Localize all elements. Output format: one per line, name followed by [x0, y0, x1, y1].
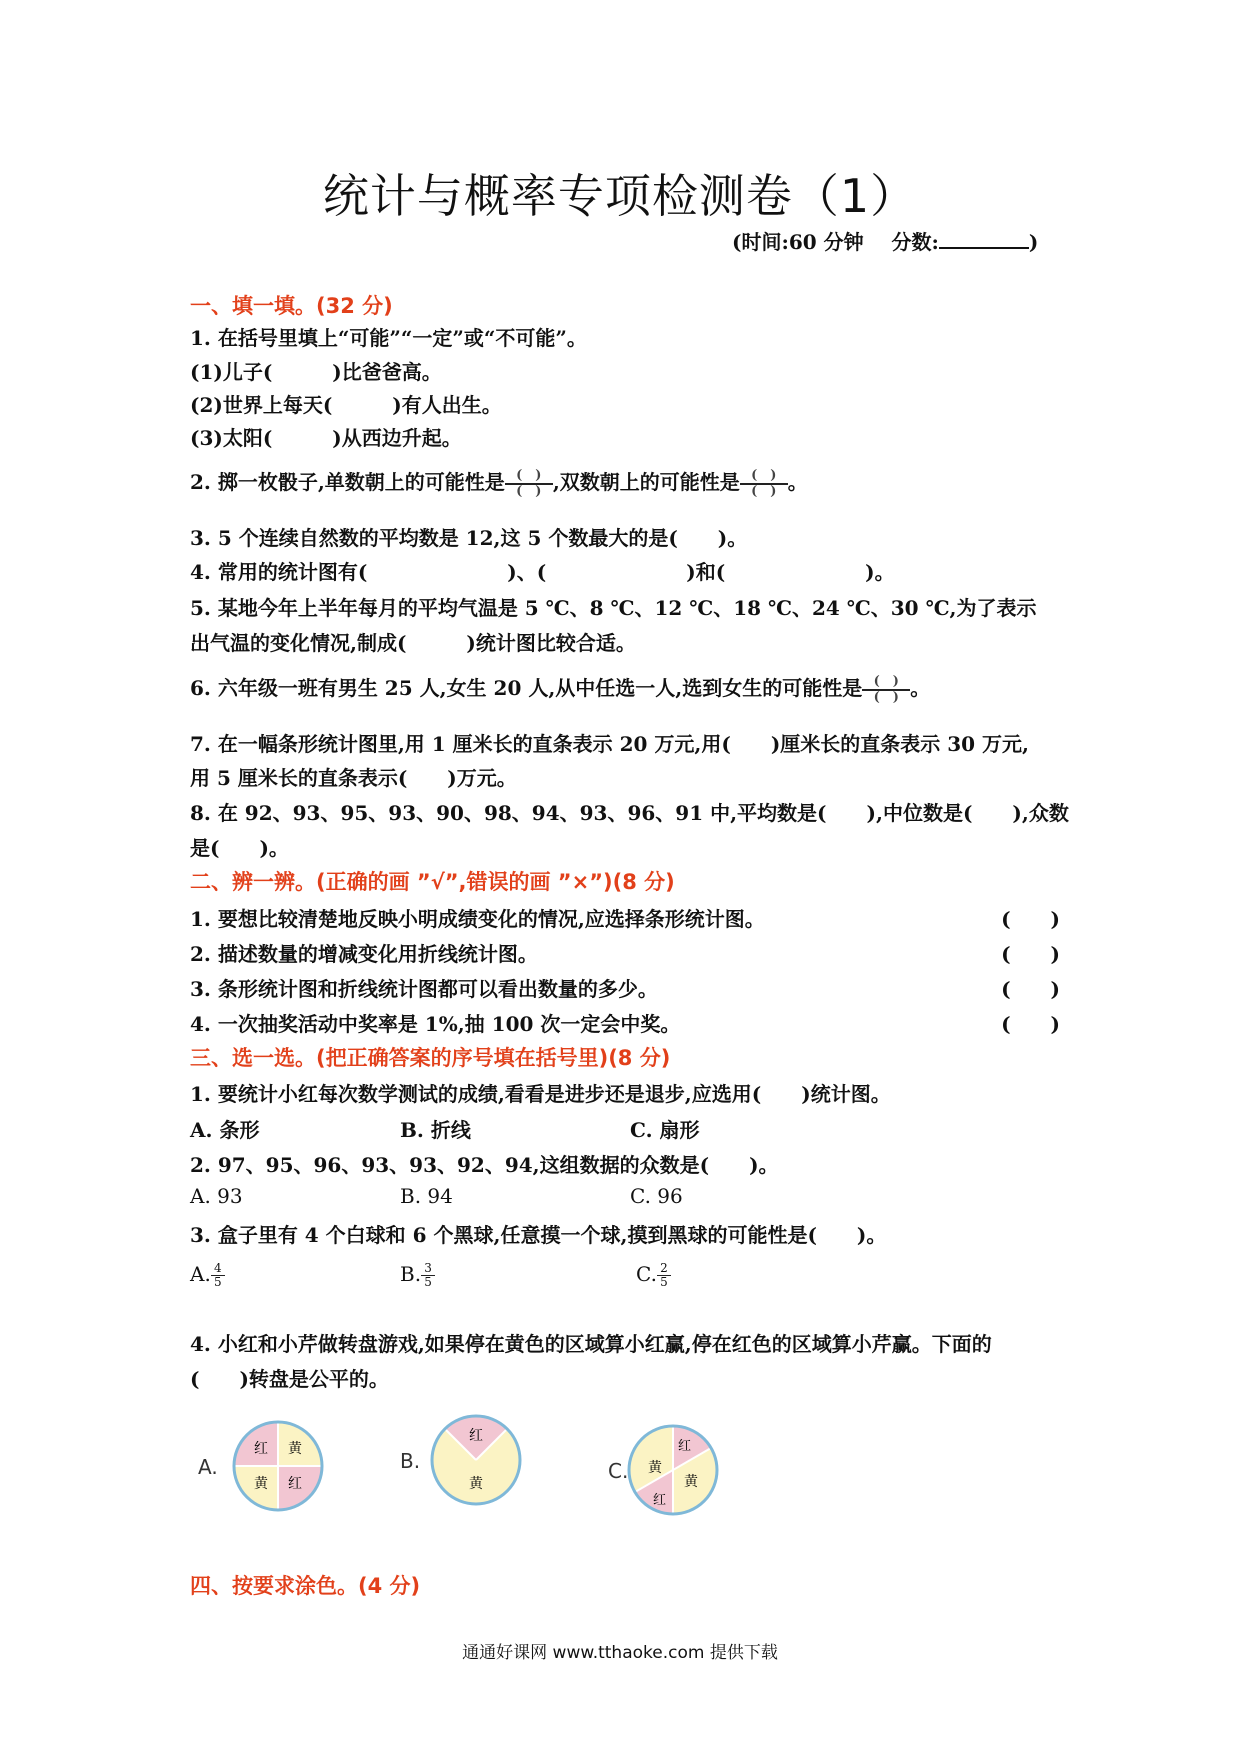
judge-q1 — [190, 903, 1060, 932]
fill-q1: 1. 在括号里填上“可能”“一定”或“不可能”。 — [190, 326, 587, 350]
fill-q6 — [190, 672, 930, 703]
spinner-a-text-red: 红 — [288, 1476, 302, 1492]
spinner-c-text-yellow: 黄 — [648, 1460, 662, 1476]
fill-q2 — [190, 466, 808, 497]
choose-q3: 3. 盒子里有 4 个白球和 6 个黑球,任意摸一个球,摸到黑球的可能性是( )。 — [190, 1223, 887, 1247]
fill-q3: 3. 5 个连续自然数的平均数是 12,这 5 个数最大的是( )。 — [190, 526, 748, 550]
fraction — [657, 1263, 671, 1288]
spinner-a-label: A. — [198, 1455, 218, 1479]
judge-q1-text: 1. 要想比较清楚地反映小明成绩变化的情况,应选择条形统计图。 — [190, 907, 765, 931]
score-label: 分数: — [891, 230, 939, 254]
choose-q2: 2. 97、95、96、93、93、92、94,这组数据的众数是( )。 — [190, 1153, 779, 1177]
fraction-denominator: 5 — [213, 1275, 222, 1289]
fill-q2-part1: 2. 掷一枚骰子,单数朝上的可能性是 — [190, 470, 505, 494]
fraction — [211, 1263, 225, 1288]
choose-q1-option-b: B. 折线 — [400, 1118, 471, 1142]
section-judge-heading: 二、辨一辨。(正确的画 ”√”,错误的画 ”×”)(8 分) — [190, 870, 675, 894]
choose-q1-option-c: C. 扇形 — [630, 1118, 700, 1142]
section-color-heading: 四、按要求涂色。(4 分) — [190, 1574, 421, 1598]
fill-q8a: 8. 在 92、93、95、93、90、98、94、93、96、91 中,平均数是( ),中位数是( ),众数 — [190, 801, 1069, 825]
spinner-b-label: B. — [400, 1449, 421, 1473]
fill-q6-part1: 6. 六年级一班有男生 25 人,女生 20 人,从中任选一人,选到女生的可能性是 — [190, 676, 863, 700]
fill-q6-part2: 。 — [910, 676, 931, 700]
fraction-blank: $\frac{( )}{( )}$ — [505, 471, 553, 497]
spinner-b-text-red: 红 — [469, 1428, 483, 1444]
spinner-c-text-red: 红 — [653, 1493, 667, 1508]
choose-q4a: 4. 小红和小芹做转盘游戏,如果停在黄色的区域算小红赢,停在红色的区域算小芹赢。下面的 — [190, 1332, 992, 1356]
spinner-a — [234, 1422, 322, 1510]
spinner-c-label: C. — [608, 1459, 629, 1483]
choose-q2-option-c: C. 96 — [630, 1184, 683, 1208]
spinner-b — [432, 1416, 520, 1504]
answer-paren: ( ) — [1001, 977, 1060, 1001]
choose-q1-option-a: A. 条形 — [190, 1118, 260, 1142]
spinner-diagrams — [190, 1400, 750, 1530]
option-label: A. — [190, 1262, 211, 1286]
spinner-a-text-red: 红 — [254, 1441, 268, 1457]
footer: 通通好课网 www.tthaoke.com 提供下载 — [462, 1643, 778, 1663]
judge-q4-text: 4. 一次抽奖活动中奖率是 1%,抽 100 次一定会中奖。 — [190, 1012, 681, 1036]
fill-q1c: (3)太阳( )从西边升起。 — [190, 426, 462, 450]
fill-q7b: 用 5 厘米长的直条表示( )万元。 — [190, 766, 517, 790]
answer-paren: ( ) — [1001, 942, 1060, 966]
answer-paren: ( ) — [1001, 1012, 1060, 1036]
judge-q3 — [190, 973, 1060, 1002]
time-label: (时间:60 分钟 — [732, 230, 864, 254]
fill-q1b: (2)世界上每天( )有人出生。 — [190, 393, 502, 417]
fill-q4: 4. 常用的统计图有( )、( )和( )。 — [190, 560, 895, 584]
fraction-denominator: 5 — [424, 1275, 432, 1289]
judge-q2-text: 2. 描述数量的增减变化用折线统计图。 — [190, 942, 538, 966]
spinner-a-text-yellow: 黄 — [254, 1476, 268, 1492]
answer-paren: ( ) — [1001, 907, 1060, 931]
fill-q2-part3: 。 — [787, 470, 808, 494]
section-choose-heading: 三、选一选。(把正确答案的序号填在括号里)(8 分) — [190, 1046, 671, 1070]
spinner-c-text-yellow: 黄 — [684, 1474, 698, 1490]
fraction-blank: $\frac{( )}{( )}$ — [862, 677, 910, 703]
fraction-denominator: 5 — [660, 1275, 668, 1289]
fraction-numerator: 2 — [660, 1261, 668, 1275]
exam-meta — [732, 226, 1038, 255]
fraction-numerator: 3 — [424, 1261, 432, 1275]
fraction-blank: $\frac{( )}{( )}$ — [740, 471, 788, 497]
fraction — [421, 1263, 435, 1288]
fill-q2-part2: ,双数朝上的可能性是 — [552, 470, 740, 494]
spinner-b-text-yellow: 黄 — [469, 1476, 483, 1492]
choose-q3-option-b — [400, 1262, 435, 1288]
judge-q3-text: 3. 条形统计图和折线统计图都可以看出数量的多少。 — [190, 977, 658, 1001]
score-blank — [939, 231, 1029, 249]
choose-q1: 1. 要统计小红每次数学测试的成绩,看看是进步还是退步,应选用( )统计图。 — [190, 1082, 891, 1106]
page-title: 统计与概率专项检测卷（1） — [322, 169, 918, 223]
fill-q5a: 5. 某地今年上半年每月的平均气温是 5 ℃、8 ℃、12 ℃、18 ℃、24 ℃、30 ℃,为了表示 — [190, 596, 1037, 620]
spinner-c-text-red: 红 — [678, 1439, 692, 1454]
fill-q7a: 7. 在一幅条形统计图里,用 1 厘米长的直条表示 20 万元,用( )厘米长的直条表示 30 万元, — [190, 732, 1030, 756]
meta-close: ) — [1028, 230, 1039, 254]
option-label: C. — [636, 1262, 657, 1286]
section-fill-heading: 一、填一填。(32 分) — [190, 294, 393, 318]
option-label: B. — [400, 1262, 422, 1286]
choose-q2-option-b: B. 94 — [400, 1184, 453, 1208]
choose-q3-option-c — [636, 1262, 671, 1288]
fill-q8b: 是( )。 — [190, 836, 289, 860]
choose-q4b: ( )转盘是公平的。 — [190, 1367, 389, 1391]
spinner-a-text-yellow: 黄 — [288, 1441, 302, 1457]
fill-q5b: 出气温的变化情况,制成( )统计图比较合适。 — [190, 631, 636, 655]
choose-q2-option-a: A. 93 — [190, 1184, 243, 1208]
fill-q1a: (1)儿子( )比爸爸高。 — [190, 360, 442, 384]
spinner-c — [629, 1426, 717, 1514]
judge-q4 — [190, 1008, 1060, 1037]
judge-q2 — [190, 938, 1060, 967]
fraction-numerator: 4 — [213, 1261, 222, 1275]
choose-q3-option-a — [190, 1262, 225, 1288]
